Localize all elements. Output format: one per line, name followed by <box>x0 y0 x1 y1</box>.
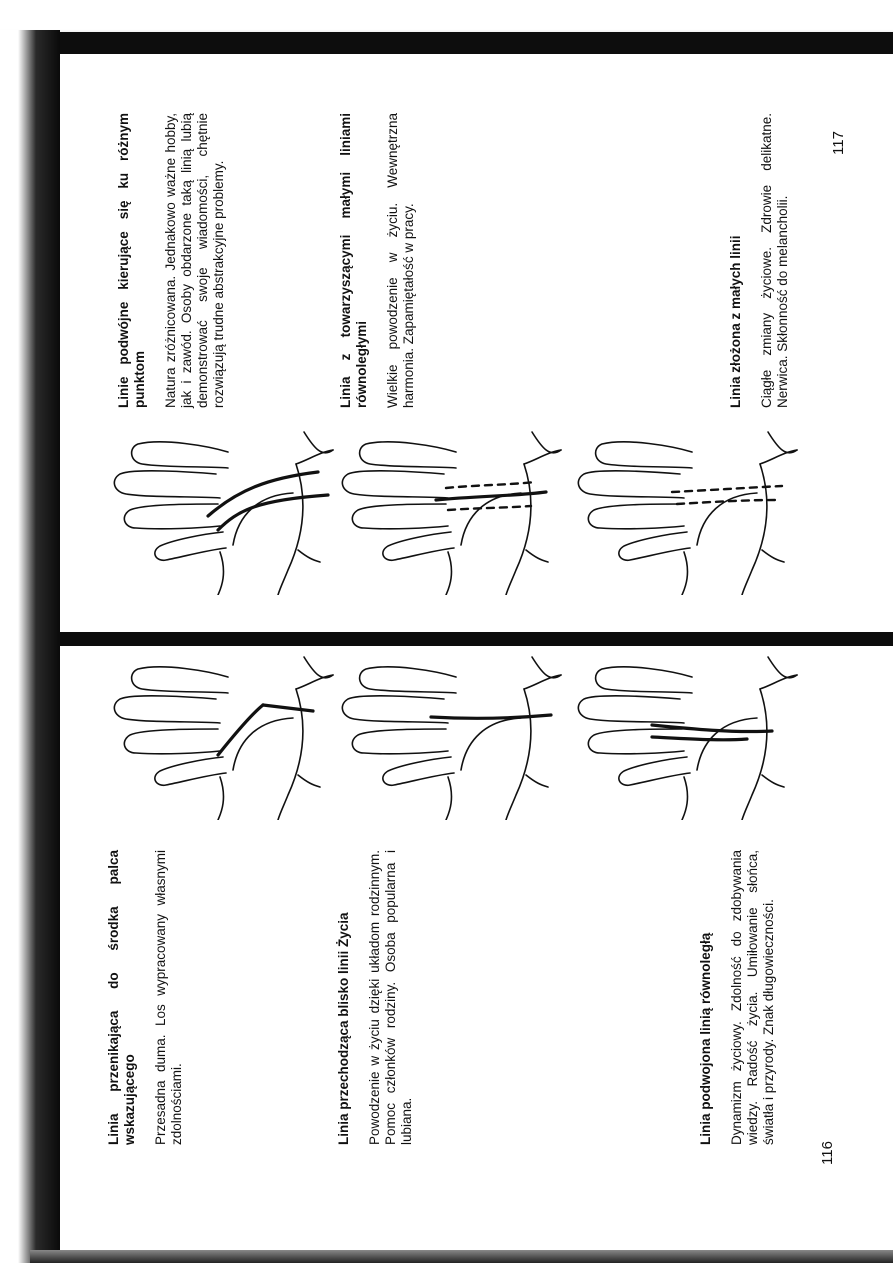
palm-illustration <box>108 655 338 820</box>
top-scan-shadow <box>60 32 893 54</box>
palm-illustration <box>572 430 802 595</box>
bottom-scan-shadow <box>30 1250 893 1263</box>
palm-illustration <box>336 655 566 820</box>
page-number: 116 <box>819 1141 836 1165</box>
entry-text: Przesadna duma. Los wypracowany własnymi zdolnościami. <box>153 850 184 1145</box>
palm-illustration <box>336 430 566 595</box>
entry-117-1 <box>116 113 227 408</box>
entry-text: Ciągłe zmiany życiowe. Zdrowie delikatne. Nerwica. Skłonność do melancholii. <box>759 113 790 408</box>
entry-heading: Linia z towarzyszącymi małymi liniami równoległymi <box>338 113 369 408</box>
entry-text: Powodzenie w życiu dzięki układom rodzinnym. Pomoc członków rodziny. Osoba popularna i lubiana. <box>367 850 414 1145</box>
entry-heading: Linia podwojona linią równoległą <box>698 932 713 1145</box>
book-spine-shadow <box>0 30 60 1263</box>
entry-116-3 <box>698 850 777 1145</box>
entry-117-3 <box>728 113 791 408</box>
page-gutter <box>58 632 893 646</box>
palm-illustration <box>108 430 338 595</box>
entry-heading: Linia przechodząca blisko linii Życia <box>336 912 351 1145</box>
entry-text: Natura zróżnicowana. Jednakowo ważne hobby, jak i zawód. Osoby obdarzone taką linią lubią demonstrować swoje wiadomości, chętnie rozwiązują trudne abstrakcyjne problemy. <box>163 113 226 408</box>
entry-text: Wielkie powodzenie w życiu. Wewnętrzna harmonia. Zapamiętałość w pracy. <box>385 113 416 408</box>
palm-illustration <box>572 655 802 820</box>
entry-text: Dynamizm życiowy. Zdolność do zdobywania wiedzy. Radość życia. Umiłowanie słońca, światła i przyrody. Znak długowieczności. <box>729 850 776 1145</box>
entry-heading: Linia przenikająca do środka palca wskazującego <box>106 850 137 1145</box>
entry-heading: Linia złożona z małych linii <box>728 235 743 408</box>
entry-heading: Linie podwójne kierujące się ku różnym punktom <box>116 113 147 408</box>
entry-116-1 <box>106 850 185 1145</box>
entry-116-2 <box>336 850 415 1145</box>
page-number: 117 <box>830 131 847 155</box>
entry-117-2 <box>338 113 417 408</box>
